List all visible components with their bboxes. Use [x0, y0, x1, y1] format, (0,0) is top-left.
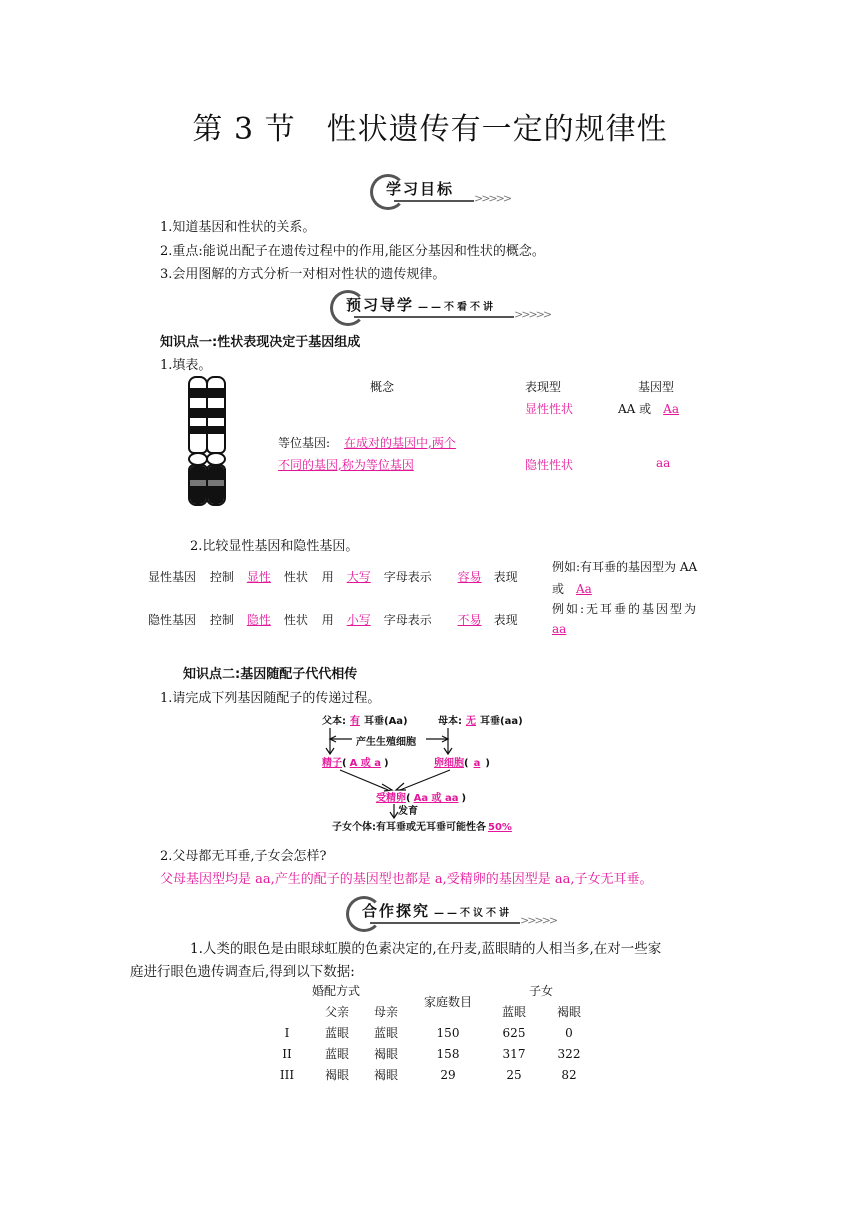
kp2-question-2: 2.父母都无耳垂,子女会怎样?	[160, 849, 327, 864]
father-label: 父本:	[322, 716, 346, 727]
genotype-recessive-answer: aa	[656, 456, 671, 470]
allele-definition-1: 在成对的基因中,两个	[344, 436, 456, 450]
egg-answer: 卵细胞	[434, 758, 464, 769]
egg-genotype: a	[473, 758, 481, 769]
header-blue: 蓝眼	[501, 1005, 526, 1019]
zygote-answer: 受精卵	[376, 793, 406, 804]
recessive-example-answer: aa	[552, 622, 567, 636]
allele-definition-2: 不同的基因,称为等位基因	[278, 458, 414, 472]
table-row: II 蓝眼 褐眼 158 317 322	[282, 1046, 581, 1061]
mother-answer: 无	[466, 716, 476, 727]
dominant-trait-answer: 显性性状	[525, 402, 574, 416]
dominant-gene-row: 显性基因 控制 显性 性状 用 大写 字母表示 容易 表现	[148, 570, 518, 584]
header-children: 子女	[528, 984, 553, 998]
develop-label: 发育	[398, 806, 418, 817]
father-trait: 耳垂(Aa)	[364, 716, 408, 727]
page-title: 第 3 节 性状遗传有一定的规律性	[192, 112, 668, 147]
header-father: 父亲	[324, 1005, 349, 1019]
preview-banner: >>>>> 预习导学 ——不看不讲	[330, 288, 540, 322]
objectives-heading: 学习目标	[386, 180, 455, 198]
objectives-banner: >>>>> 学习目标	[370, 172, 500, 206]
sperm-answer: 精子	[322, 758, 342, 769]
col-genotype: 基因型	[638, 380, 675, 394]
objective-3: 3.会用图解的方式分析一对相对性状的遗传规律。	[160, 267, 446, 282]
sperm-genotype: A 或 a	[349, 758, 382, 769]
col-concept: 概念	[370, 380, 395, 394]
recessive-answer-2: 小写	[346, 613, 371, 627]
dominant-answer-3: 容易	[457, 570, 482, 584]
objective-1: 1.知道基因和性状的关系。	[160, 220, 316, 235]
kp1-heading: 知识点一:性状表现决定于基因组成	[160, 335, 361, 350]
dominant-example-answer: Aa	[576, 582, 592, 596]
kp1-question-2: 2.比较显性基因和隐性基因。	[190, 539, 359, 554]
table-row: I 蓝眼 蓝眼 150 625 0	[284, 1025, 573, 1040]
dominant-example-2: 或	[552, 582, 565, 596]
offspring-answer: 50%	[488, 822, 512, 833]
recessive-answer-1: 隐性	[246, 613, 271, 627]
mother-label: 母本:	[438, 716, 462, 727]
header-mother: 母亲	[373, 1005, 398, 1019]
allele-label: 等位基因:	[278, 436, 331, 450]
cooperation-heading: 合作探究	[362, 902, 431, 920]
recessive-answer-3: 不易	[457, 613, 482, 627]
objective-2: 2.重点:能说出配子在遗传过程中的作用,能区分基因和性状的概念。	[160, 244, 545, 259]
zygote-genotype: Aa 或 aa	[413, 793, 459, 804]
recessive-gene-row: 隐性基因 控制 隐性 性状 用 小写 字母表示 不易 表现	[148, 613, 518, 627]
inquiry-paragraph-2: 庭进行眼色遗传调查后,得到以下数据:	[130, 964, 355, 980]
cooperation-subheading: ——不议不讲	[434, 908, 513, 919]
col-phenotype: 表现型	[525, 380, 562, 394]
offspring-label: 子女个体:有耳垂或无耳垂可能性各	[332, 822, 486, 833]
dominant-answer-1: 显性	[246, 570, 271, 584]
dominant-answer-2: 大写	[346, 570, 371, 584]
process-label: 产生生殖细胞	[356, 737, 416, 748]
preview-heading: 预习导学	[346, 296, 415, 314]
genotype-aa-answer: Aa	[663, 402, 679, 416]
header-brown: 褐眼	[556, 1005, 581, 1019]
kp2-question-1: 1.请完成下列基因随配子的传递过程。	[160, 691, 381, 706]
recessive-trait-answer: 隐性性状	[525, 458, 574, 472]
mother-trait: 耳垂(aa)	[480, 716, 523, 727]
dominant-example-1: 例如:有耳垂的基因型为 AA	[552, 560, 698, 574]
recessive-example-1: 例如:无耳垂的基因型为	[552, 602, 699, 616]
preview-subheading: ——不看不讲	[418, 302, 497, 313]
header-families: 家庭数目	[423, 994, 472, 1009]
kp2-answer-2: 父母基因型均是 aa,产生的配子的基因型也都是 a,受精卵的基因型是 aa,子女无耳垂。	[160, 872, 653, 887]
genotype-aa-label: AA 或	[618, 402, 652, 416]
eye-color-table	[262, 980, 596, 1085]
inquiry-paragraph-1: 1.人类的眼色是由眼球虹膜的色素决定的,在丹麦,蓝眼睛的人相当多,在对一些家	[190, 941, 662, 957]
kp1-question-1: 1.填表。	[160, 358, 212, 373]
table-row: III 褐眼 褐眼 29 25 82	[279, 1067, 577, 1082]
cooperation-banner: >>>>> 合作探究 ——不议不讲	[346, 894, 546, 928]
kp2-heading: 知识点二:基因随配子代代相传	[183, 667, 358, 682]
header-mating: 婚配方式	[311, 984, 360, 998]
father-answer: 有	[350, 716, 360, 727]
